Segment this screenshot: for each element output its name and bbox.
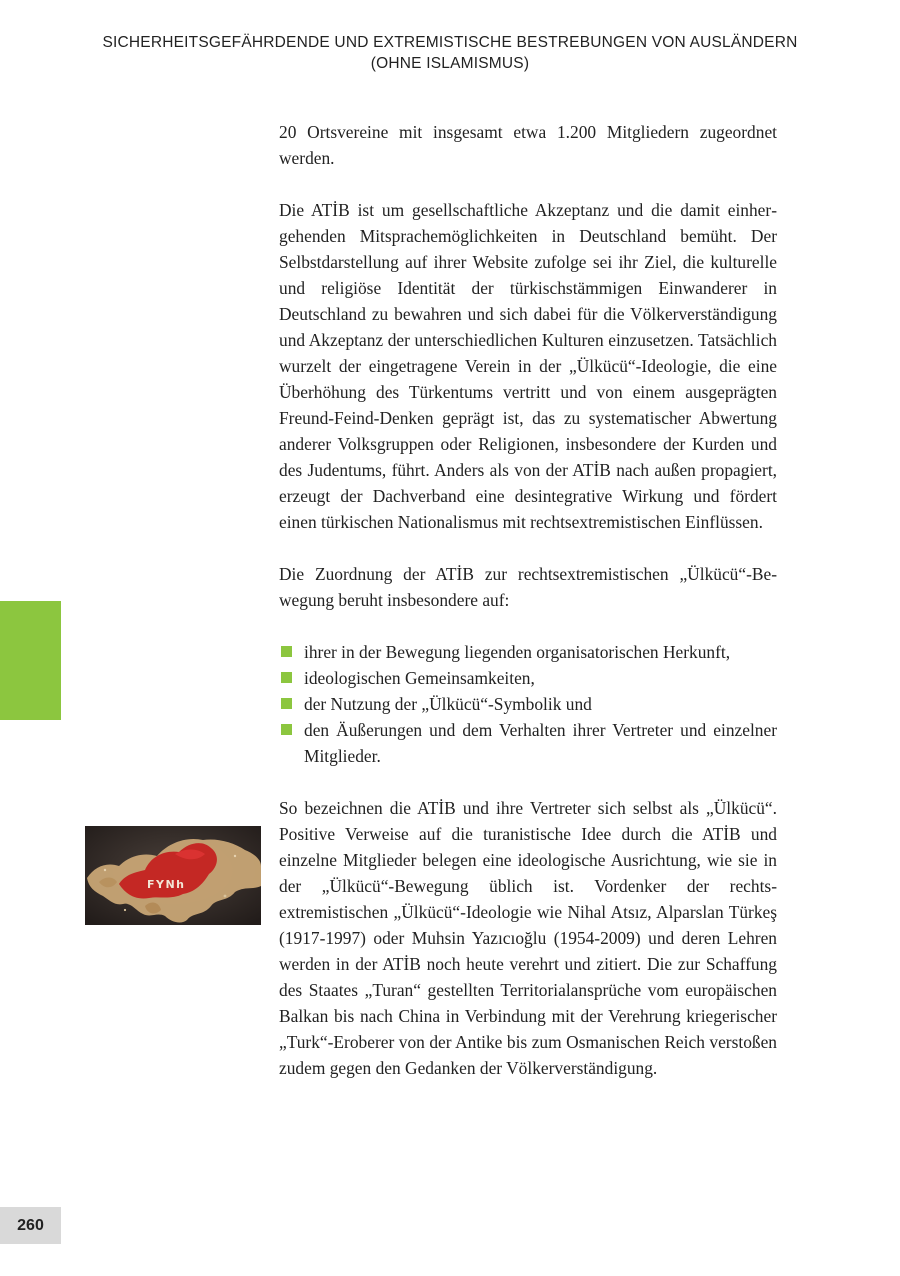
list-item: den Äußerungen und dem Verhalten ihrer Vertreter und einzelner Mitglieder. bbox=[279, 717, 777, 769]
paragraph-1: 20 Ortsvereine mit insgesamt etwa 1.200 Mitgliedern zugeordnet werden. bbox=[279, 122, 777, 168]
list-item: der Nutzung der „Ülkücü“-Symbolik und bbox=[279, 691, 777, 717]
turan-map-image bbox=[85, 826, 261, 925]
main-text bbox=[279, 119, 777, 1107]
chapter-color-tab bbox=[0, 601, 61, 720]
bullet-list bbox=[279, 639, 777, 769]
bullet-square-icon bbox=[281, 724, 292, 735]
bullet-square-icon bbox=[281, 646, 292, 657]
header-line-2: (OHNE ISLAMISMUS) bbox=[370, 55, 530, 72]
running-header bbox=[0, 32, 900, 74]
list-item: ihrer in der Bewegung liegenden organisatorischen Herkunft, bbox=[279, 639, 777, 665]
eurasia-map-icon bbox=[85, 826, 261, 925]
bullet-square-icon bbox=[281, 698, 292, 709]
map-label: FYNh bbox=[147, 878, 186, 891]
paragraph-2: Die ATİB ist um gesellschaftliche Akzeptanz und die damit einhergehenden Mitsprachemöglichkeiten in Deutschland bemüht. Der Selbstdarstellung auf ihrer Website zufolge sei ihr Ziel, die kulturelle und religiöse Identität der türkischstämmigen Einwanderer in Deutschland zu bewahren und sich dabei für die Völkerverständigung und Akzeptanz der unterschiedlichen Kulturen einzusetzen. Tatsächlich wurzelt der eingetragene Verein in der „Ülkücü“-Ideologie, die eine Überhöhung des Türkentums vertritt und von einem ausgeprägten Freund-Feind-Denken geprägt ist, das zu systematischer Abwertung anderer Volksgruppen oder Religionen, insbesondere der Kurden und des Judentums, führt. Anders als von der ATİB nach außen propagiert, erzeugt der Dachverband eine desintegrative Wirkung und fördert einen türkischen Nationalismus mit rechtsextremistischen Einflüssen. bbox=[279, 200, 777, 532]
header-line-1: SICHERHEITSGEFÄHRDENDE UND EXTREMISTISCHE BESTREBUNGEN VON AUSLÄNDERN bbox=[102, 34, 798, 51]
page-number: 260 bbox=[0, 1207, 61, 1244]
list-item: ideologischen Gemeinsamkeiten, bbox=[279, 665, 777, 691]
paragraph-4: So bezeichnen die ATİB und ihre Vertreter sich selbst als „Ülkücü“. Positive Verweise auf die turanistische Idee durch die ATİB und einzelne Mitglieder belegen eine ideologische Ausrichtung, wie sie in der „Ülkücü“-Bewegung üblich ist. Vordenker der rechtsextremistischen „Ülkücü“-Ideologie wie Nihal Atsız, Alparslan Türkeş (1917-1997) oder Muhsin Yazıcıoğlu (1954-2009) und deren Lehren werden in der ATİB noch heute verehrt und zitiert. Die zur Schaffung des Staates „Turan“ gestellten Territorialansprüche vom europäischen Balkan bis nach China in Verbindung mit der Verehrung kriegerischer „Turk“-Eroberer von der Antike bis zum Osmanischen Reich verstoßen zudem gegen den Gedanken der Völkerverständigung. bbox=[279, 798, 777, 1078]
paragraph-3: Die Zuordnung der ATİB zur rechtsextremistischen „Ülkücü“-Bewegung beruht insbesondere auf: bbox=[279, 564, 777, 610]
bullet-square-icon bbox=[281, 672, 292, 683]
